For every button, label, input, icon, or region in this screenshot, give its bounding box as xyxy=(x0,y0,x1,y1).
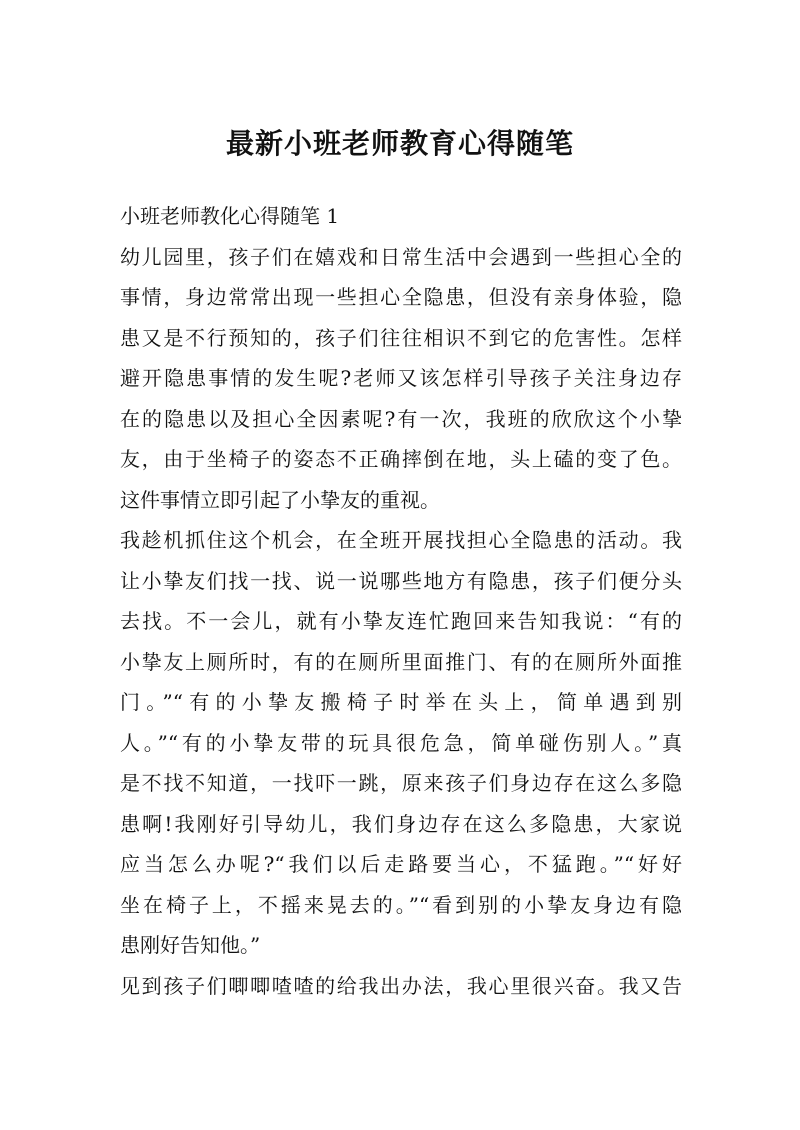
text-line: 这件事情立即引起了小挚友的重视。 xyxy=(120,487,440,512)
section-heading: 小班老师教化心得随笔 1 xyxy=(120,204,340,228)
text-line: 在的隐患以及担心全因素呢?有一次，我班的欣欣这个小挚 xyxy=(120,406,682,431)
text-line: 患刚好告知他。” xyxy=(120,933,261,957)
text-line: 我趁机抓住这个机会，在全班开展找担心全隐患的活动。我 xyxy=(120,528,682,552)
text-line: 事情，身边常常出现一些担心全隐患，但没有亲身体验，隐 xyxy=(120,285,682,309)
text-line: 是不找不知道，一找吓一跳，原来孩子们身边存在这么多隐 xyxy=(120,771,682,795)
text-line: 友，由于坐椅子的姿态不正确摔倒在地，头上磕的变了色。 xyxy=(120,447,682,471)
document-title: 最新小班老师教育心得随笔 xyxy=(225,127,574,160)
text-line: 应当怎么办呢?“我们以后走路要当心，不猛跑。”“好好 xyxy=(120,852,682,876)
text-line: 人。”“有的小挚友带的玩具很危急，简单碰伤别人。”真 xyxy=(120,730,682,755)
text-line: 让小挚友们找一找、说一说哪些地方有隐患，孩子们便分头 xyxy=(120,568,682,593)
text-line: 患啊!我刚好引导幼儿，我们身边存在这么多隐患，大家说 xyxy=(120,811,682,836)
text-line: 小挚友上厕所时，有的在厕所里面推门、有的在厕所外面推 xyxy=(120,649,682,674)
text-line: 见到孩子们唧唧喳喳的给我出办法，我心里很兴奋。我又告 xyxy=(120,973,682,998)
document-body xyxy=(120,196,682,1006)
text-line: 去找。不一会儿，就有小挚友连忙跑回来告知我说：“有的 xyxy=(120,609,682,633)
text-line: 坐在椅子上，不摇来晃去的。”“看到别的小挚友身边有隐 xyxy=(120,892,682,917)
text-line: 患又是不行预知的，孩子们往往相识不到它的危害性。怎样 xyxy=(120,325,682,350)
text-line: 避开隐患事情的发生呢?老师又该怎样引导孩子关注身边存 xyxy=(120,366,682,390)
text-line: 幼儿园里，孩子们在嬉戏和日常生活中会遇到一些担心全的 xyxy=(120,244,682,269)
text-line: 门。”“有的小挚友搬椅子时举在头上，简单遇到别 xyxy=(120,690,682,714)
